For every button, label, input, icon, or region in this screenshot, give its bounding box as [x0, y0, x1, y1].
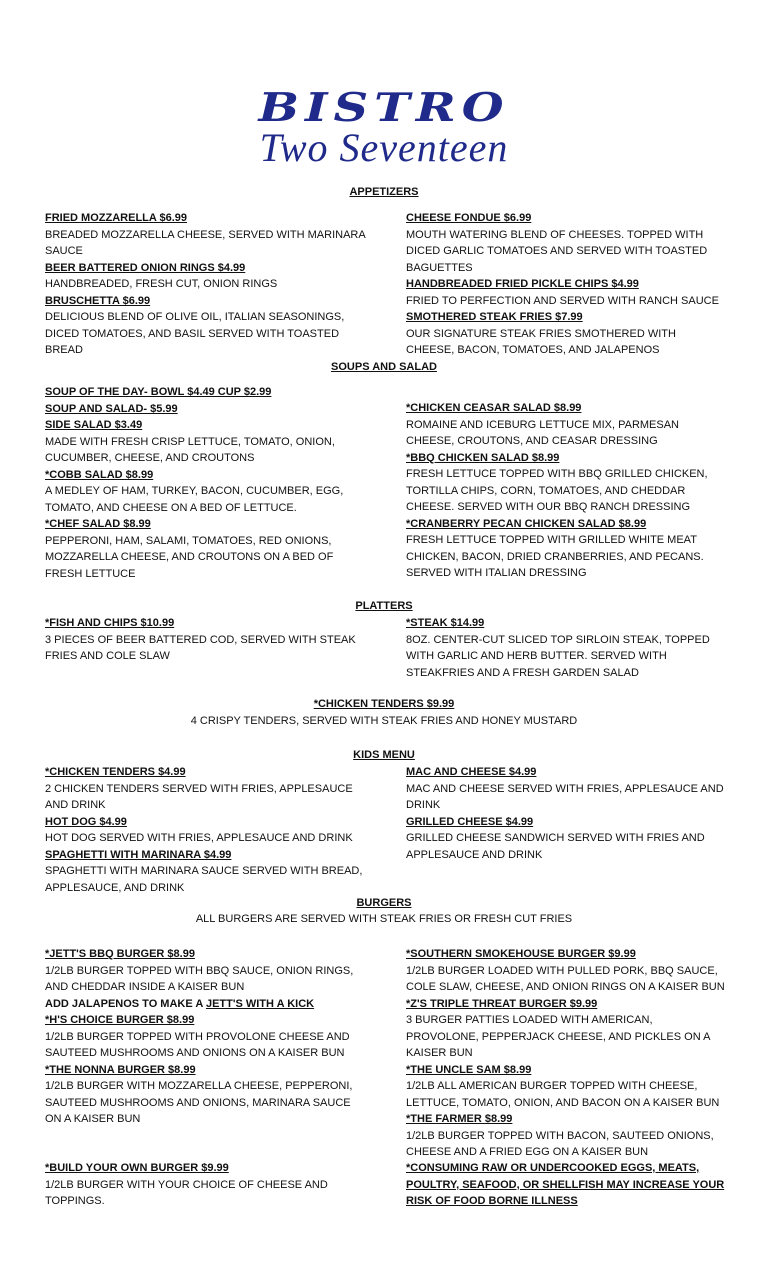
section-platters: PLATTERS [355, 600, 413, 612]
menu-item [406, 276, 726, 309]
menu-item [406, 615, 726, 681]
item-title: *SOUTHERN SMOKEHOUSE BURGER $9.99 [406, 948, 636, 960]
item-desc: 1/2LB ALL AMERICAN BURGER TOPPED WITH CHEESE, LETTUCE, TOMATO, ONION, AND BACON ON A KAISER BUN [406, 1080, 720, 1109]
menu-item [406, 1111, 726, 1161]
addon-link: JETT'S WITH A KICK [205, 997, 315, 1010]
soups-right [406, 400, 726, 582]
burgers-right [406, 946, 726, 1161]
item-desc: MAC AND CHEESE SERVED WITH FRIES, APPLESAUCE AND DRINK [406, 782, 724, 811]
item-desc: 2 CHICKEN TENDERS SERVED WITH FRIES, APPLESAUCE AND DRINK [45, 782, 353, 811]
menu-item [45, 1012, 370, 1062]
addon-prefix: ADD JALAPENOS TO MAKE A [45, 997, 206, 1010]
item-title: *JETT'S BBQ BURGER $8.99 [45, 948, 195, 960]
section-burgers: BURGERS [356, 897, 412, 909]
menu-item [406, 309, 726, 359]
chicken-tenders-title: *CHICKEN TENDERS $9.99 [313, 698, 455, 710]
item-desc: 8OZ. CENTER-CUT SLICED TOP SIRLOIN STEAK, TOPPED WITH GARLIC AND HERB BUTTER. SERVED WITH STEAKFRIES AND A FRESH GARDEN SALAD [406, 633, 710, 679]
platters-right [406, 615, 726, 681]
section-appetizers: APPETIZERS [349, 186, 419, 198]
item-title: *H'S CHOICE BURGER $8.99 [45, 1014, 195, 1026]
item-desc: ROMAINE AND ICEBURG LETTUCE MIX, PARMESAN CHEESE, CROUTONS, AND CEASAR DRESSING [406, 418, 680, 447]
item-desc: OUR SIGNATURE STEAK FRIES SMOTHERED WITH CHEESE, BACON, TOMATOES, AND JALAPENOS [406, 327, 676, 356]
item-desc: 1/2LB BURGER TOPPED WITH PROVOLONE CHEESE AND SAUTEED MUSHROOMS AND ONIONS ON A KAISER BUN [45, 1030, 350, 1059]
item-desc: MADE WITH FRESH CRISP LETTUCE, TOMATO, ONION, CUCUMBER, CHEESE, AND CROUTONS [45, 435, 335, 464]
item-title: *THE UNCLE SAM $8.99 [406, 1063, 532, 1076]
logo-title: BISTRO [258, 85, 510, 131]
item-title: *CHEF SALAD $8.99 [45, 518, 151, 530]
menu-item [406, 516, 726, 582]
item-title: *CRANBERRY PECAN CHICKEN SALAD $8.99 [406, 517, 647, 530]
menu-item [45, 1160, 370, 1210]
item-title: BRUSCHETTA $6.99 [45, 294, 151, 307]
item-desc: 1/2LB BURGER WITH YOUR CHOICE OF CHEESE AND TOPPINGS. [45, 1178, 328, 1207]
menu-item [406, 764, 726, 814]
soups-left [45, 384, 370, 582]
build-your-own [45, 1160, 370, 1210]
menu-item [45, 417, 370, 467]
item-desc: FRESH LETTUCE TOPPED WITH GRILLED WHITE MEAT CHICKEN, BACON, DRIED CRANBERRIES, AND PECANS. SERVED WITH ITALIAN DRESSING [406, 534, 704, 579]
menu-item [406, 450, 726, 516]
item-title: CHEESE FONDUE $6.99 [406, 212, 532, 224]
menu-item [45, 1062, 370, 1128]
menu-item [406, 814, 726, 864]
item-title: SIDE SALAD $3.49 [45, 419, 143, 431]
menu-item [406, 210, 726, 276]
section-kids-menu: KIDS MENU [353, 749, 415, 761]
item-desc: 1/2LB BURGER TOPPED WITH BBQ SAUCE, ONION RINGS, AND CHEDDAR INSIDE A KAISER BUN [45, 964, 354, 993]
item-title: FRIED MOZZARELLA $6.99 [45, 212, 187, 224]
menu-item [45, 516, 370, 582]
item-title: *THE FARMER $8.99 [406, 1113, 513, 1125]
logo-subtitle: Two Seventeen [259, 125, 509, 170]
menu-item [406, 946, 726, 996]
item-title: MAC AND CHEESE $4.99 [406, 766, 537, 778]
menu-item [406, 1062, 726, 1112]
item-title: SPAGHETTI WITH MARINARA $4.99 [45, 848, 232, 861]
item-title: *FISH AND CHIPS $10.99 [45, 617, 175, 629]
item-title: *Z'S TRIPLE THREAT BURGER $9.99 [406, 997, 598, 1010]
item-desc: FRESH LETTUCE TOPPED WITH BBQ GRILLED CHICKEN, TORTILLA CHIPS, CORN, TOMATOES, AND CHEDDAR CHEESE. SERVED WITH OUR BBQ RANCH DRESSING [406, 468, 708, 513]
item-title: GRILLED CHEESE $4.99 [406, 815, 534, 828]
item-title: BEER BATTERED ONION RINGS $4.99 [45, 261, 246, 274]
kids-right [406, 764, 726, 863]
item-desc: HOT DOG SERVED WITH FRIES, APPLESAUCE AND DRINK [45, 832, 353, 844]
item-title: *STEAK $14.99 [406, 617, 485, 629]
menu-item [45, 293, 370, 359]
item-title: HOT DOG $4.99 [45, 815, 127, 828]
item-title: *THE NONNA BURGER $8.99 [45, 1063, 196, 1076]
item-desc: 1/2LB BURGER WITH MOZZARELLA CHEESE, PEPPERONI, SAUTEED MUSHROOMS AND ONIONS, MARINARA SAUCE ON A KAISER BUN [45, 1080, 353, 1125]
item-desc: SPAGHETTI WITH MARINARA SAUCE SERVED WITH BREAD, APPLESAUCE, AND DRINK [45, 865, 363, 894]
item-desc: MOUTH WATERING BLEND OF CHEESES. TOPPED WITH DICED GARLIC TOMATOES AND SERVED WITH TOASTED BAGUETTES [406, 228, 708, 274]
item-desc: HANDBREADED, FRESH CUT, ONION RINGS [45, 278, 278, 290]
menu-item [45, 210, 370, 260]
menu-item [45, 814, 370, 847]
platters-left [45, 615, 370, 665]
menu-item [45, 260, 370, 293]
item-title: SMOTHERED STEAK FRIES $7.99 [406, 311, 583, 323]
item-desc: 1/2LB BURGER LOADED WITH PULLED PORK, BBQ SAUCE, COLE SLAW, CHEESE, AND ONION RINGS ON A KAISER BUN [406, 964, 725, 993]
kids-left [45, 764, 370, 896]
warning-text: *CONSUMING RAW OR UNDERCOOKED EGGS, MEATS, POULTRY, SEAFOOD, OR SHELLFISH MAY INCREASE YOUR RISK OF FOOD BORNE ILLNESS [406, 1162, 725, 1207]
item-title: *COBB SALAD $8.99 [45, 468, 154, 481]
burgers-note: ALL BURGERS ARE SERVED WITH STEAK FRIES OR FRESH CUT FRIES [195, 913, 573, 925]
menu-item [406, 400, 726, 450]
menu-item [45, 401, 370, 418]
item-desc: 3 BURGER PATTIES LOADED WITH AMERICAN, PROVOLONE, PEPPERJACK CHEESE, AND PICKLES ON A KAISER BUN [406, 1014, 710, 1059]
menu-item [45, 615, 370, 665]
menu-item [45, 764, 370, 814]
menu-item [45, 384, 370, 401]
item-title: SOUP AND SALAD- $5.99 [45, 402, 178, 415]
menu-item [45, 467, 370, 517]
item-desc: DELICIOUS BLEND OF OLIVE OIL, ITALIAN SEASONINGS, DICED TOMATOES, AND BASIL SERVED WITH TOASTED BREAD [45, 311, 345, 356]
burgers-left [45, 946, 370, 1128]
section-soups-salad: SOUPS AND SALAD [331, 361, 437, 373]
item-title: *CHICKEN TENDERS $4.99 [45, 766, 186, 778]
item-desc: 1/2LB BURGER TOPPED WITH BACON, SAUTEED ONIONS, CHEESE AND A FRIED EGG ON A KAISER BUN [406, 1129, 714, 1158]
jalapeno-addon [45, 996, 370, 1013]
item-desc: PEPPERONI, HAM, SALAMI, TOMATOES, RED ONIONS, MOZZARELLA CHEESE, AND CROUTONS ON A BED OF FRESH LETTUCE [45, 534, 334, 580]
item-desc: FRIED TO PERFECTION AND SERVED WITH RANCH SAUCE [406, 294, 719, 307]
food-warning [406, 1160, 726, 1210]
item-title: *BBQ CHICKEN SALAD $8.99 [406, 451, 560, 464]
menu-item [406, 996, 726, 1062]
menu-item [45, 847, 370, 897]
item-title: HANDBREADED FRIED PICKLE CHIPS $4.99 [406, 278, 639, 290]
item-title: *CHICKEN CEASAR SALAD $8.99 [406, 402, 582, 414]
item-title: *BUILD YOUR OWN BURGER $9.99 [45, 1162, 229, 1174]
item-desc: GRILLED CHEESE SANDWICH SERVED WITH FRIES AND APPLESAUCE AND DRINK [406, 832, 705, 861]
item-desc: BREADED MOZZARELLA CHEESE, SERVED WITH MARINARA SAUCE [45, 228, 366, 257]
item-title: SOUP OF THE DAY- BOWL $4.49 CUP $2.99 [45, 386, 272, 398]
chicken-tenders-desc: 4 CRISPY TENDERS, SERVED WITH STEAK FRIES AND HONEY MUSTARD [190, 715, 578, 727]
appetizers-right [406, 210, 726, 359]
item-desc: A MEDLEY OF HAM, TURKEY, BACON, CUCUMBER, EGG, TOMATO, AND CHEESE ON A BED OF LETTUCE. [45, 485, 344, 514]
item-desc: 3 PIECES OF BEER BATTERED COD, SERVED WITH STEAK FRIES AND COLE SLAW [45, 633, 356, 662]
menu-item [45, 946, 370, 996]
appetizers-left [45, 210, 370, 359]
